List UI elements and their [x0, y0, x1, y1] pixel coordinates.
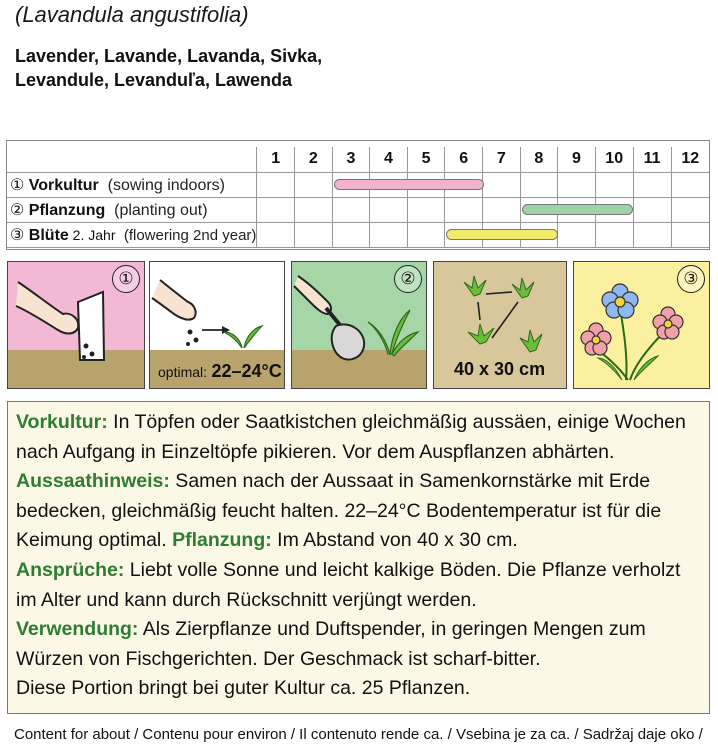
month-cell — [295, 222, 333, 247]
verwendung-text: Als Zierpflanze und Duftspender, in geringen Mengen zum Würzen von Fischgerichten. Der Geschmack ist scharf-bitter. — [16, 618, 646, 670]
month-cell — [671, 197, 709, 222]
month-cell — [595, 222, 633, 247]
calendar-row — [7, 222, 709, 247]
month-6: 6 — [445, 147, 483, 172]
month-cell — [445, 197, 483, 222]
calendar-row-label — [7, 172, 257, 197]
month-cell — [295, 197, 333, 222]
cultivation-instructions — [7, 401, 710, 714]
month-10: 10 — [595, 147, 633, 172]
aussaat-paragraph — [16, 467, 701, 556]
month-cell — [482, 197, 520, 222]
row-extra: 2. Jahr — [68, 226, 116, 243]
calendar-header-blank — [7, 147, 257, 172]
vorkultur-label: Vorkultur: — [16, 411, 108, 433]
month-cell — [445, 222, 483, 247]
calendar-table — [7, 147, 709, 248]
month-cell — [257, 222, 295, 247]
month-3: 3 — [332, 147, 370, 172]
row-symbol: ③ — [10, 226, 29, 244]
month-12: 12 — [671, 147, 709, 172]
month-cell — [332, 222, 370, 247]
month-cell — [257, 172, 295, 197]
calendar-bar — [334, 179, 484, 190]
month-cell — [558, 172, 596, 197]
calendar-bar — [522, 204, 634, 215]
calendar-bar — [446, 229, 558, 240]
verwendung-label: Verwendung: — [16, 618, 139, 641]
ansprueche-label: Ansprüche: — [16, 558, 125, 581]
content-footer: Content for about / Contenu pour environ / Il contenuto rende ca. / Vsebina je za ca. / Sadržaj daje oko / — [14, 726, 703, 743]
panel-planting-out — [291, 261, 427, 389]
ansprueche-paragraph — [16, 556, 701, 615]
temperature-label: optimal: — [158, 364, 208, 380]
month-cell — [520, 197, 558, 222]
month-cell — [671, 172, 709, 197]
month-cell — [633, 197, 671, 222]
growing-calendar — [6, 140, 710, 250]
pflanzung-label: Pflanzung: — [172, 529, 272, 552]
month-cell — [520, 172, 558, 197]
month-cell — [633, 222, 671, 247]
temperature-caption — [158, 361, 282, 382]
panel-germination — [149, 261, 285, 389]
latin-name: (Lavandula angustifolia) — [15, 2, 249, 27]
panel-sowing-indoors — [7, 261, 145, 389]
month-cell — [370, 222, 408, 247]
calendar-row — [7, 197, 709, 222]
step-1-badge: ① — [112, 265, 140, 293]
month-5: 5 — [407, 147, 445, 172]
month-cell — [407, 197, 445, 222]
calendar-row — [7, 172, 709, 197]
row-title: Pflanzung — [28, 201, 106, 219]
month-9: 9 — [558, 147, 596, 172]
month-cell — [257, 197, 295, 222]
pflanzung-text: Im Abstand von 40 x 30 cm. — [271, 529, 518, 552]
row-title: Vorkultur — [28, 176, 99, 194]
month-8: 8 — [520, 147, 558, 172]
spacing-caption: 40 x 30 cm — [454, 359, 546, 379]
month-cell — [558, 222, 596, 247]
month-4: 4 — [370, 147, 408, 172]
month-cell — [633, 172, 671, 197]
instruction-panels — [7, 261, 710, 391]
month-cell — [482, 172, 520, 197]
vorkultur-text: In Töpfen oder Saatkistchen gleichmäßig aussäen, einige Wochen nach Aufgang in Einzeltöpfe pikieren. Vor dem Auspflanzen abhärten. — [16, 411, 686, 463]
row-title: Blüte — [28, 226, 69, 244]
month-cell — [332, 197, 370, 222]
ansprueche-text: Liebt volle Sonne und leicht kalkige Böden. Die Pflanze verholzt im Alter und kann durch Rückschnitt verjüngt werden. — [16, 558, 681, 611]
panel-flowering — [573, 261, 710, 389]
row-subtitle: (sowing indoors) — [98, 176, 226, 194]
calendar-header-row — [7, 147, 709, 172]
aussaat-label: Aussaathinweis: — [16, 470, 170, 493]
vorkultur-paragraph — [16, 408, 701, 467]
step-3-badge: ③ — [677, 265, 705, 293]
month-cell — [595, 172, 633, 197]
calendar-row-label — [7, 197, 257, 222]
temperature-value: 22–24°C — [211, 361, 282, 381]
panel-spacing — [433, 261, 567, 389]
row-symbol: ② — [10, 201, 29, 219]
common-names-line-2: Levandule, Levanduľa, Lawenda — [15, 70, 293, 90]
portion-paragraph: Diese Portion bringt bei guter Kultur ca. 25 Pflanzen. — [16, 677, 471, 700]
row-subtitle: (flowering 2nd year) — [115, 226, 257, 244]
aussaat-text: Samen nach der Aussaat in Samenkornstärke mit Erde bedecken, gleichmäßig feucht halten. 22–24°C Bodentemperatur ist für die Keimung optimal. — [16, 470, 662, 552]
month-cell — [295, 172, 333, 197]
row-subtitle: (planting out) — [105, 201, 208, 219]
month-1: 1 — [257, 147, 295, 172]
common-names — [15, 44, 322, 92]
month-cell — [407, 222, 445, 247]
row-symbol: ① — [10, 176, 29, 194]
verwendung-paragraph — [16, 615, 701, 674]
common-names-line-1: Lavender, Lavande, Lavanda, Sivka, — [15, 46, 323, 66]
month-11: 11 — [633, 147, 671, 172]
calendar-row-label — [7, 222, 257, 247]
step-2-badge: ② — [394, 265, 422, 293]
month-cell — [671, 222, 709, 247]
month-7: 7 — [482, 147, 520, 172]
month-cell — [370, 197, 408, 222]
month-cell — [332, 172, 370, 197]
month-2: 2 — [295, 147, 333, 172]
